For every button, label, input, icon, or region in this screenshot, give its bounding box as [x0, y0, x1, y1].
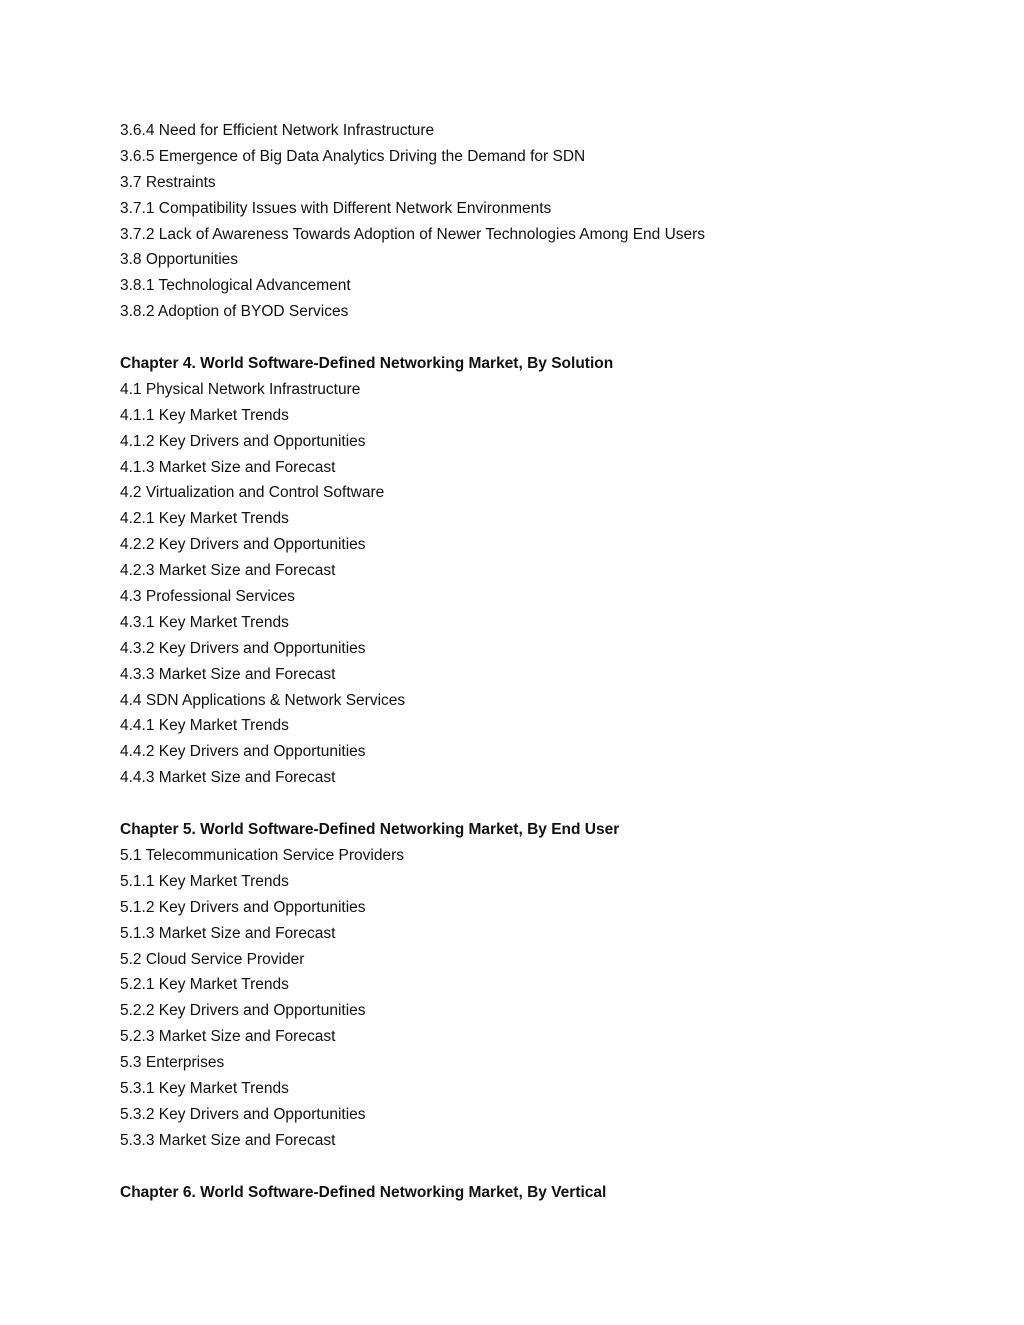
toc-entry: 3.7.1 Compatibility Issues with Different Network Environments [120, 199, 552, 217]
toc-entry: 4.2 Virtualization and Control Software [120, 484, 385, 502]
chapter-heading: Chapter 5. World Software-Defined Networking Market, By End User [120, 821, 620, 839]
toc-entry: 3.8.2 Adoption of BYOD Services [120, 303, 349, 321]
toc-entry: 4.2.1 Key Market Trends [120, 510, 289, 528]
toc-entry: 4.3.2 Key Drivers and Opportunities [120, 639, 366, 657]
toc-entry: 4.4 SDN Applications & Network Services [120, 691, 406, 709]
toc-entry: 5.1 Telecommunication Service Providers [120, 846, 405, 864]
toc-entry: 3.6.5 Emergence of Big Data Analytics Driving the Demand for SDN [120, 147, 586, 165]
section-spacer [120, 325, 940, 351]
chapter-heading: Chapter 4. World Software-Defined Networking Market, By Solution [120, 355, 614, 373]
toc-entry: 4.1.1 Key Market Trends [120, 406, 289, 424]
toc-entry: 4.1 Physical Network Infrastructure [120, 380, 361, 398]
toc-entry: 5.3.2 Key Drivers and Opportunities [120, 1105, 366, 1123]
toc-entry: 5.3.3 Market Size and Forecast [120, 1131, 336, 1149]
toc-section [120, 791, 940, 1153]
toc-entry: 5.2 Cloud Service Provider [120, 950, 305, 968]
toc-entry: 5.3.1 Key Market Trends [120, 1079, 289, 1097]
toc-entry: 4.4.1 Key Market Trends [120, 717, 289, 735]
toc-entry: 3.8 Opportunities [120, 251, 239, 269]
toc-entry: 5.1.3 Market Size and Forecast [120, 924, 336, 942]
toc-entry: 5.1.2 Key Drivers and Opportunities [120, 898, 366, 916]
toc-section [120, 1154, 940, 1206]
toc-entry: 4.3.3 Market Size and Forecast [120, 665, 336, 683]
toc-entry: 3.7.2 Lack of Awareness Towards Adoption of Newer Technologies Among End Users [120, 225, 706, 243]
toc-entry: 3.6.4 Need for Efficient Network Infrastructure [120, 122, 435, 139]
toc-entry: 5.3 Enterprises [120, 1054, 225, 1072]
toc-entry: 4.3.1 Key Market Trends [120, 613, 289, 631]
toc-entry: 4.1.2 Key Drivers and Opportunities [120, 432, 366, 450]
toc-entry: 5.2.3 Market Size and Forecast [120, 1028, 336, 1046]
toc-entry: 4.2.2 Key Drivers and Opportunities [120, 536, 366, 554]
toc-entry: 4.4.2 Key Drivers and Opportunities [120, 743, 366, 761]
section-spacer [120, 791, 940, 817]
toc-section [120, 325, 940, 791]
toc-entry: 5.1.1 Key Market Trends [120, 872, 289, 890]
section-spacer [120, 1154, 940, 1180]
toc-entry: 4.4.3 Market Size and Forecast [120, 769, 336, 787]
toc-entry: 5.2.1 Key Market Trends [120, 976, 289, 994]
document-page [120, 118, 940, 1205]
toc-section [120, 118, 940, 325]
toc-entry: 4.2.3 Market Size and Forecast [120, 562, 336, 580]
toc-entry: 4.1.3 Market Size and Forecast [120, 458, 336, 476]
chapter-heading: Chapter 6. World Software-Defined Networking Market, By Vertical [120, 1183, 607, 1201]
toc-entry: 3.8.1 Technological Advancement [120, 277, 351, 295]
toc-entry: 4.3 Professional Services [120, 588, 295, 606]
toc-entry: 3.7 Restraints [120, 173, 216, 191]
toc-entry: 5.2.2 Key Drivers and Opportunities [120, 1002, 366, 1020]
